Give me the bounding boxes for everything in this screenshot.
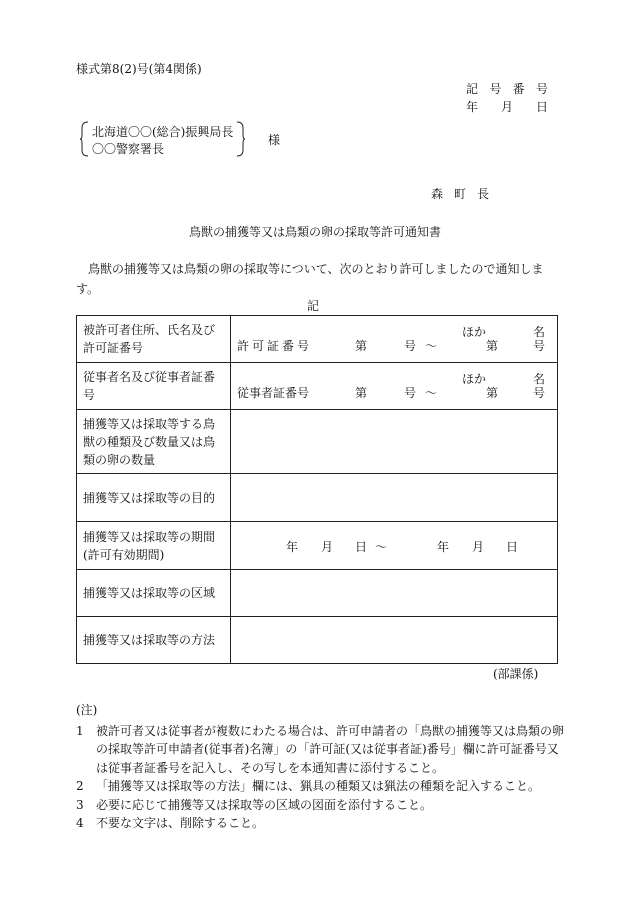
table-row — [77, 522, 558, 570]
department-note: (部課係) — [493, 667, 539, 681]
note-item — [76, 722, 566, 778]
mei-label: 名 — [533, 325, 546, 339]
note-item — [76, 814, 566, 833]
doc-number-char: 記 — [466, 82, 479, 96]
period-day: 日 — [506, 539, 519, 554]
go-label: 号 — [404, 339, 417, 353]
document-date-line — [466, 98, 548, 115]
permit-number-cell — [231, 316, 558, 363]
table-row — [77, 410, 558, 474]
period-day: 日 — [355, 539, 368, 554]
area-cell — [231, 570, 558, 617]
table-row — [77, 363, 558, 410]
dai-label: 第 — [486, 339, 499, 353]
addressee-line-1: 北海道〇〇(総合)振興局長 — [92, 125, 234, 139]
sender-char: 森 — [431, 187, 444, 201]
row-label: 捕獲等又は採取等の目的 — [77, 474, 231, 522]
row-label: 被許可者住所、氏名及び許可証番号 — [77, 316, 231, 363]
period-cell — [231, 522, 558, 570]
row-label: 捕獲等又は採取等の方法 — [77, 617, 231, 664]
doc-number-char: 号 — [489, 82, 502, 96]
note-number: 2 — [76, 779, 84, 793]
note-number: 3 — [76, 797, 84, 812]
hoka-label: ほか — [462, 372, 487, 386]
doc-number-char: 番 — [512, 82, 525, 96]
cert-number-label: 許可証番号 — [237, 339, 313, 353]
period-year: 年 — [286, 539, 299, 554]
row-label: 捕獲等又は採取等する鳥獣の種類及び数量又は鳥類の卵の数量 — [77, 410, 231, 474]
date-year: 年 — [466, 100, 479, 114]
table-row — [77, 316, 558, 363]
honorific: 様 — [268, 133, 281, 147]
go-label: 号 — [533, 339, 546, 353]
note-text: 被許可者又は従事者が複数にわたる場合は、許可申請者の「鳥獣の捕獲等又は鳥類の卵の採取等許可申請者(従事者)名簿」の「許可証(又は従事者証)番号」欄に許可証番号又は従事者証番号を記入し、その写しを本通知書に添付すること。 — [96, 723, 565, 775]
worker-number-cell — [231, 363, 558, 410]
tilde: 〜 — [375, 539, 388, 554]
note-text: 不要な文字は、削除すること。 — [96, 816, 265, 830]
row-label: 従事者名及び従事者証番号 — [77, 363, 231, 410]
notes-section — [76, 701, 566, 833]
species-cell — [231, 410, 558, 474]
form-number: 様式第8(2)号(第4関係) — [76, 62, 202, 76]
tilde: 〜 — [425, 339, 438, 353]
table-row — [77, 570, 558, 617]
notes-heading: (注) — [76, 703, 98, 717]
sender-char: 町 — [453, 187, 466, 201]
tilde: 〜 — [425, 386, 438, 400]
intro-text: 鳥獣の捕獲等又は鳥類の卵の採取等について、次のとおり許可しましたので通知します。 — [76, 262, 544, 296]
note-text: 必要に応じて捕獲等又は採取等の区域の図面を添付すること。 — [96, 797, 433, 812]
permit-table — [76, 315, 558, 664]
date-month: 月 — [500, 100, 513, 114]
row-label: 捕獲等又は採取等の区域 — [77, 570, 231, 617]
note-item — [76, 777, 566, 796]
period-month: 月 — [321, 539, 334, 554]
note-text: 「捕獲等又は採取等の方法」欄には、猟具の種類又は猟法の種類を記入すること。 — [96, 779, 541, 793]
note-number: 4 — [76, 816, 84, 830]
worker-cert-label: 従事者証番号 — [237, 386, 310, 400]
go-label: 号 — [533, 386, 546, 400]
period-month: 月 — [472, 539, 485, 554]
dai-label: 第 — [486, 386, 499, 400]
table-row — [77, 474, 558, 522]
purpose-cell — [231, 474, 558, 522]
note-item — [76, 796, 566, 815]
ki-marker: 記 — [307, 299, 320, 313]
hoka-label: ほか — [462, 325, 487, 339]
mei-label: 名 — [533, 372, 546, 386]
dai-label: 第 — [355, 339, 368, 353]
document-number-line — [466, 80, 548, 97]
go-label: 号 — [404, 386, 417, 400]
date-day: 日 — [535, 100, 548, 114]
sender-char: 長 — [476, 187, 489, 201]
note-number: 1 — [76, 723, 84, 738]
row-label: 捕獲等又は採取等の期間(許可有効期間) — [77, 522, 231, 570]
doc-number-char: 号 — [535, 82, 548, 96]
addressee-block — [80, 121, 245, 157]
sender — [431, 185, 489, 202]
dai-label: 第 — [355, 386, 368, 400]
addressee-line-2: 〇〇警察署長 — [92, 142, 165, 156]
document-title: 鳥獣の捕獲等又は鳥類の卵の採取等許可通知書 — [188, 225, 441, 239]
period-year: 年 — [437, 539, 450, 554]
method-cell — [231, 617, 558, 664]
table-row — [77, 617, 558, 664]
